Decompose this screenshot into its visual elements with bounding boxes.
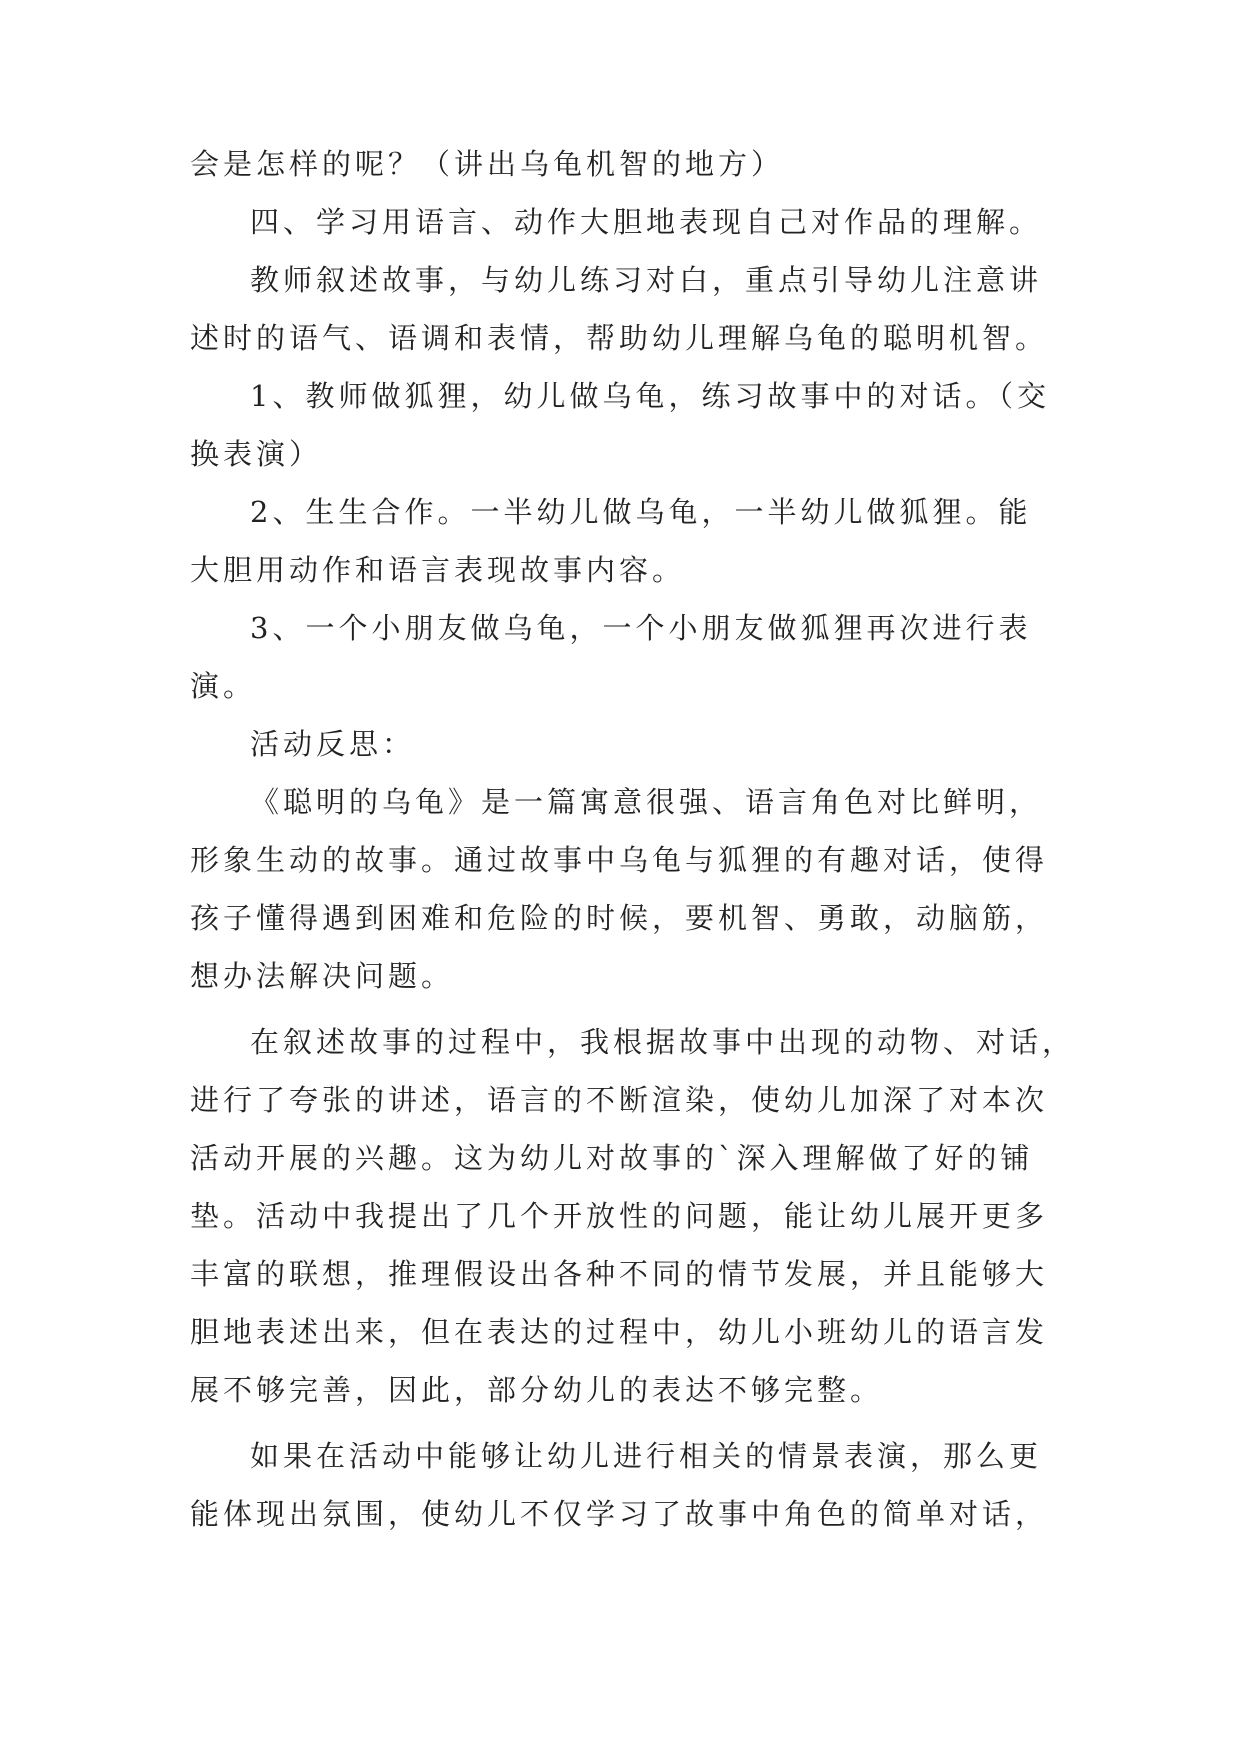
text-line: 1、教师做狐狸，幼儿做乌龟，练习故事中的对话。（交 (250, 379, 1050, 413)
text-line: 能体现出氛围，使幼儿不仅学习了故事中角色的简单对话， (190, 1497, 1049, 1531)
text-line: 会是怎样的呢？（讲出乌龟机智的地方） (190, 147, 785, 181)
text-line: 四、学习用语言、动作大胆地表现自己对作品的理解。 (250, 205, 1043, 239)
section-heading: 活动反思： (250, 727, 416, 761)
text-line: 《聪明的乌龟》是一篇寓意很强、语言角色对比鲜明， (250, 785, 1043, 819)
text-line: 如果在活动中能够让幼儿进行相关的情景表演，那么更 (250, 1439, 1043, 1473)
text-line: 教师叙述故事，与幼儿练习对白，重点引导幼儿注意讲 (250, 263, 1043, 297)
text-line: 胆地表述出来，但在表达的过程中，幼儿小班幼儿的语言发 (190, 1315, 1049, 1349)
text-line: 3、一个小朋友做乌龟，一个小朋友做狐狸再次进行表 (250, 611, 1032, 645)
text-line: 演。 (190, 669, 257, 703)
text-line: 进行了夸张的讲述，语言的不断渲染，使幼儿加深了对本次 (190, 1083, 1049, 1117)
text-line: 换表演） (190, 437, 323, 471)
text-line: 想办法解决问题。 (190, 959, 455, 993)
text-line: 垫。活动中我提出了几个开放性的问题，能让幼儿展开更多 (190, 1199, 1049, 1233)
text-line: 展不够完善，因此，部分幼儿的表达不够完整。 (190, 1373, 884, 1407)
text-line: 大胆用动作和语言表现故事内容。 (190, 553, 686, 587)
text-line: 2、生生合作。一半幼儿做乌龟，一半幼儿做狐狸。能 (250, 495, 1032, 529)
text-line: 形象生动的故事。通过故事中乌龟与狐狸的有趣对话，使得 (190, 843, 1049, 877)
text-line: 孩子懂得遇到困难和危险的时候，要机智、勇敢，动脑筋， (190, 901, 1049, 935)
text-line: 在叙述故事的过程中，我根据故事中出现的动物、对话， (250, 1025, 1076, 1059)
text-line: 丰富的联想，推理假设出各种不同的情节发展，并且能够大 (190, 1257, 1049, 1291)
text-line: 活动开展的兴趣。这为幼儿对故事的`深入理解做了好的铺 (190, 1141, 1034, 1175)
text-line: 述时的语气、语调和表情，帮助幼儿理解乌龟的聪明机智。 (190, 321, 1049, 355)
